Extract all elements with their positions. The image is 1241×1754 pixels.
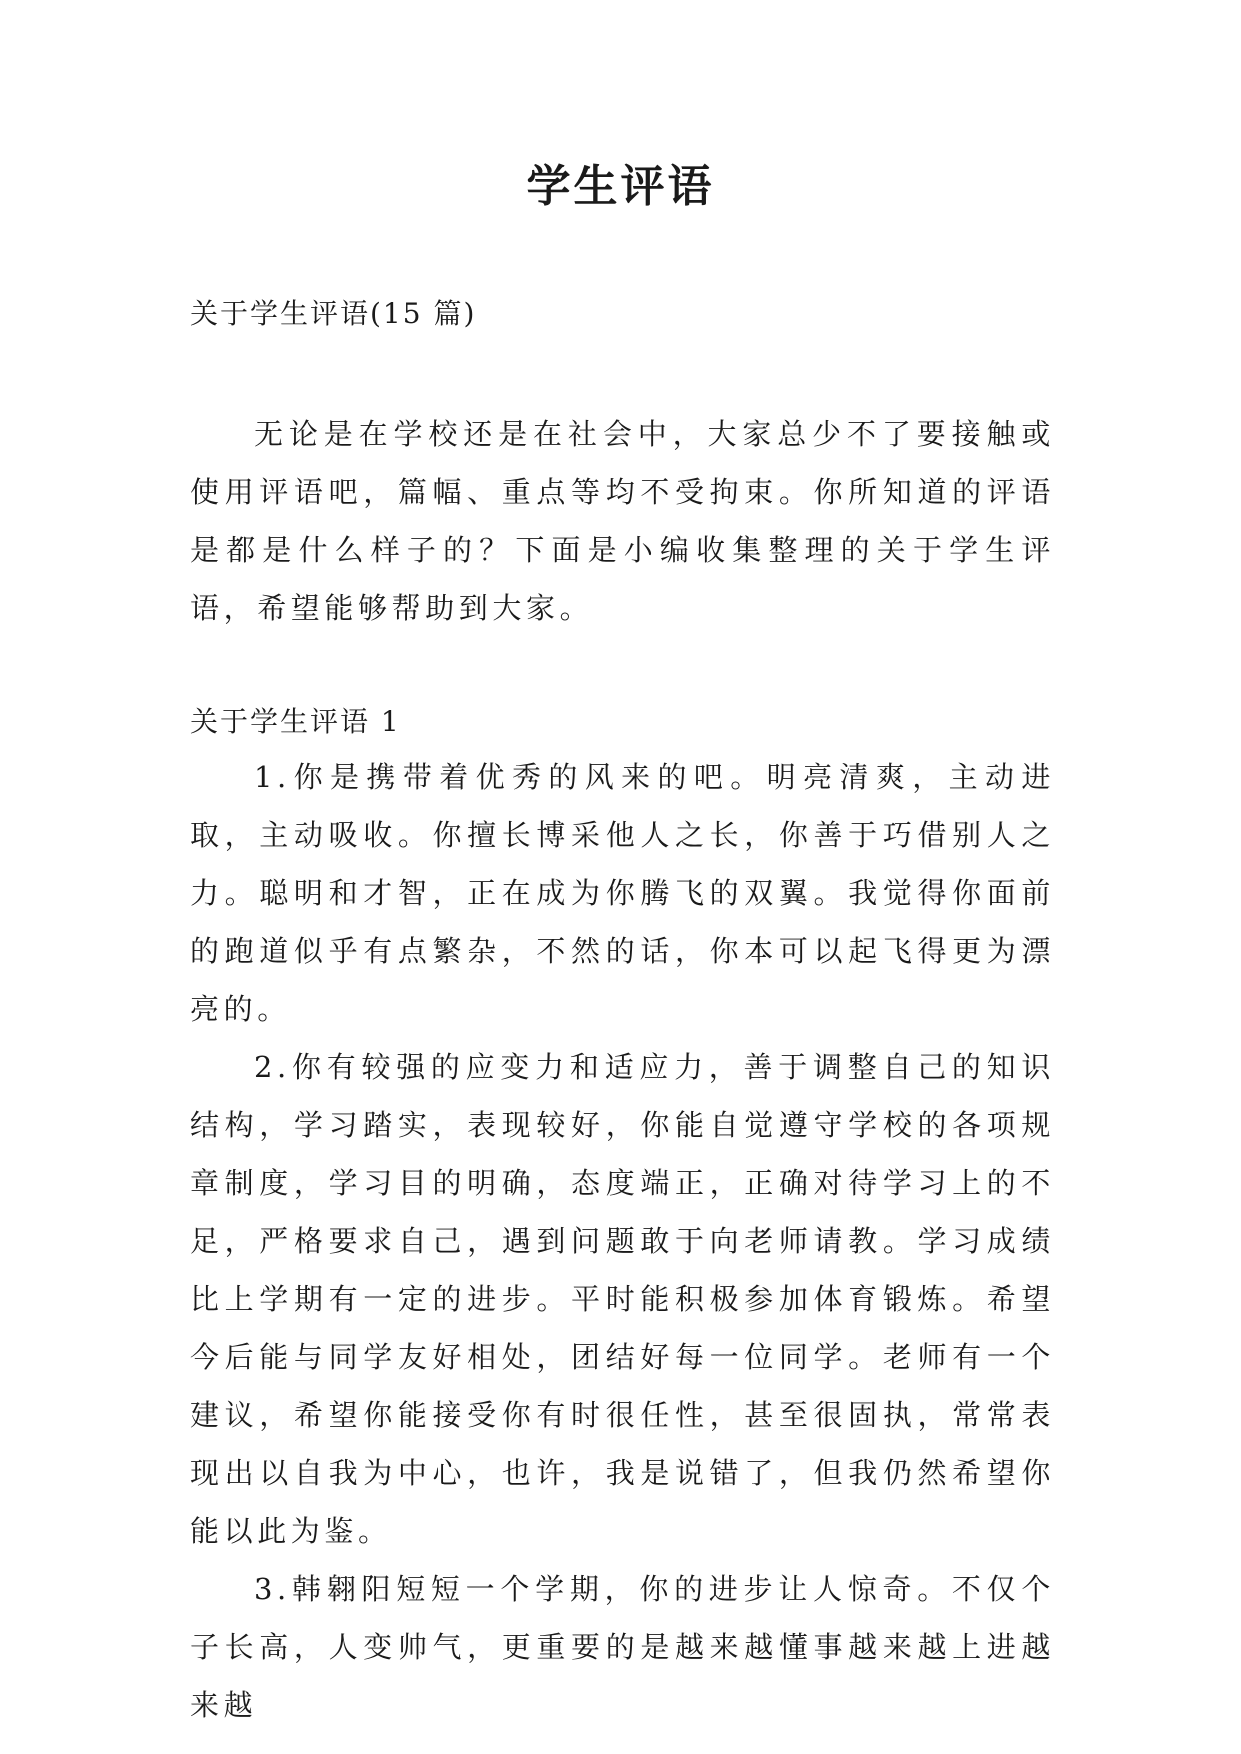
entry-paragraph: 1.你是携带着优秀的风来的吧。明亮清爽，主动进取，主动吸收。你擅长博采他人之长，你善于巧借别人之力。聪明和才智，正在成为你腾飞的双翼。我觉得你面前的跑道似乎有点繁杂，不然的话，你本可以起飞得更为漂亮的。 <box>190 760 1055 1026</box>
document-subtitle: 关于学生评语(15 篇) <box>190 297 477 330</box>
entries-list <box>190 748 1055 1734</box>
document-title: 学生评语 <box>526 161 715 212</box>
intro-paragraph: 无论是在学校还是在社会中，大家总少不了要接触或使用评语吧，篇幅、重点等均不受拘束。你所知道的评语是都是什么样子的？下面是小编收集整理的关于学生评语，希望能够帮助到大家。 <box>190 417 1055 625</box>
section-heading: 关于学生评语 1 <box>190 705 401 738</box>
entry-paragraph: 2.你有较强的应变力和适应力，善于调整自己的知识结构，学习踏实，表现较好，你能自觉遵守学校的各项规章制度，学习目的明确，态度端正，正确对待学习上的不足，严格要求自己，遇到问题敢于向老师请教。学习成绩比上学期有一定的进步。平时能积极参加体育锻炼。希望今后能与同学友好相处，团结好每一位同学。老师有一个建议，希望你能接受你有时很任性，甚至很固执，常常表现出以自我为中心，也许，我是说错了，但我仍然希望你能以此为鉴。 <box>190 1050 1055 1548</box>
entry-paragraph: 3.韩翱阳短短一个学期，你的进步让人惊奇。不仅个子长高，人变帅气，更重要的是越来越懂事越来越上进越来越 <box>190 1572 1055 1722</box>
